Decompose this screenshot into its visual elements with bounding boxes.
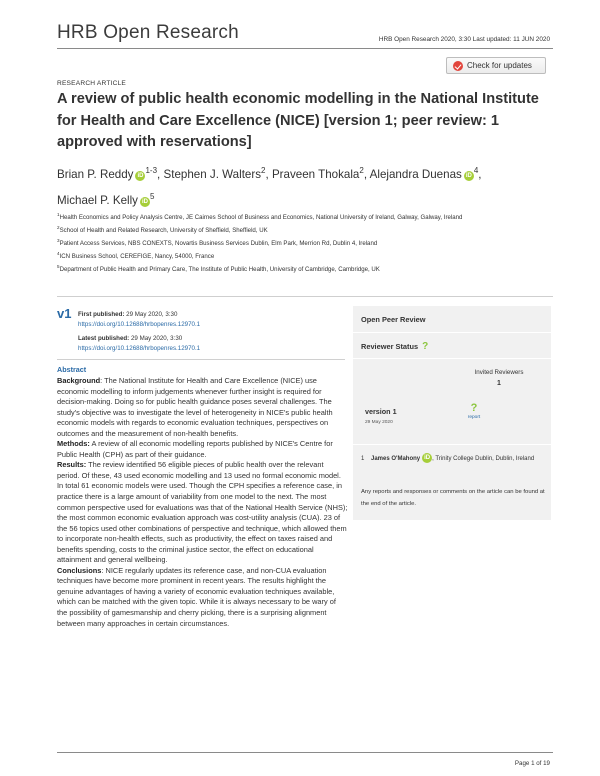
reviewer-number: 1 <box>361 456 365 462</box>
author-affiliation-sup: 2 <box>359 166 364 175</box>
author[interactable] <box>164 168 266 181</box>
first-published: First published: 29 May 2020, 3:30 <box>78 311 178 318</box>
author[interactable] <box>370 168 479 181</box>
author-affiliation-sup: 5 <box>149 191 155 201</box>
check-updates-icon <box>453 61 463 71</box>
comments-note: Any reports and responses or comments on the article can be found at the end of the article. <box>361 489 545 507</box>
author-name[interactable]: Brian P. Reddy <box>57 167 134 181</box>
header-divider <box>57 48 553 49</box>
version-badge: v1 <box>57 306 72 321</box>
first-published-doi-link[interactable]: https://doi.org/10.12688/hrbopenres.12970.1 <box>78 320 201 328</box>
page-number: Page 1 of 19 <box>514 760 550 767</box>
section-divider <box>57 296 553 297</box>
orcid-icon[interactable]: iD <box>465 172 472 179</box>
article-title: A review of public health economic modelling in the National Institute for Health and Care Excellence (NICE) [version 1; peer review: 1 approved with reservations] <box>57 91 539 150</box>
affiliation: $^4$ICN Business School, CEREFIGE, Nancy, 54000, France <box>57 251 215 261</box>
abstract-section: Conclusions: NICE regularly updates its reference case, and non-CUA evaluation techniques have become more prominent in recent years. The results highlight the genuine advantages of having a variety of economic evaluation techniques available, which can be matched with the given topic. While it is always necessary to be wary of the possibility of gamesmanship and cherry picking, there is a surprising alignment between many approaches in certain circumstances. <box>57 565 336 628</box>
affiliation: $^2$School of Health and Related Research, University of Sheffield, Sheffield, UK <box>57 225 268 235</box>
author-name[interactable]: Praveen Thokala <box>271 167 360 181</box>
orcid-icon[interactable]: iD <box>424 455 431 461</box>
abstract-heading: Abstract <box>57 365 87 374</box>
article-type: RESEARCH ARTICLE <box>57 80 127 87</box>
author-affiliation-sup: 2 <box>261 166 266 175</box>
author-name[interactable]: Michael P. Kelly <box>57 193 138 207</box>
latest-published-doi-link[interactable]: https://doi.org/10.12688/hrbopenres.12970.1 <box>78 344 201 352</box>
panel-divider <box>353 444 551 445</box>
author-affiliation-sup: 4 <box>473 166 479 175</box>
author[interactable] <box>57 168 157 181</box>
publication-dates <box>78 310 200 353</box>
author-name[interactable]: Alejandra Duenas <box>369 167 462 181</box>
abstract-section: Results: The review identified 56 eligible pieces of public health over the relevant period. Of these, 43 used economic modelling and 13 used no formal economic model. In total 61 economic models were used. Though the CPH specifies a reference case, in practice there is a large amount of variability from one model to the next. The most common perspective used for evaluations was that of the National Health Service (NHS); the most common economic evaluation approach was cost-utility analysis (CUA). 23 of the 56 topics used other combinations of perspective and technique, which allowed them to incorporate non-health effects, such as productivity, the effect on taxes raised and benefits spending, costs to the criminal justice sector, the effect on educational attainment and general wellbeing. <box>57 460 348 565</box>
author-list: Brian P. Reddy $iD^{1-3}$, Stephen J. Walters$^2$, Praveen Thokala$^2$, Alejandra Duenas $iD^4$, Michael P. Kelly $iD^5$ <box>57 166 482 207</box>
author[interactable] <box>272 168 364 181</box>
abstract-body <box>57 376 348 629</box>
panel-divider <box>353 332 551 333</box>
invited-reviewer-number: 1 <box>497 380 501 387</box>
reviewer-entry <box>361 453 547 465</box>
report-question-icon: ? <box>470 402 478 414</box>
status-question-icon: ? <box>422 341 429 352</box>
author[interactable] <box>57 191 155 207</box>
orcid-icon[interactable]: iD <box>141 198 148 205</box>
affiliation-list <box>57 210 527 275</box>
open-peer-review-panel <box>353 306 551 520</box>
panel-divider <box>353 358 551 359</box>
author-name[interactable]: Stephen J. Walters <box>163 167 262 181</box>
peer-review-title: Open Peer Review <box>361 315 426 324</box>
publication-info: HRB Open Research 2020, 3:30 Last updated: 11 JUN 2020 <box>378 36 550 43</box>
latest-published: Latest published: 29 May 2020, 3:30 <box>78 335 183 342</box>
review-report-status[interactable] <box>461 402 487 420</box>
abstract-section: Background: The National Institute for Health and Care Excellence (NICE) use economic modelling to inform judgements whenever further insight is required for decision-making. Doing so for public health guidance poses several challenges. The study's objective was to investigate the level of heterogeneity in NICE's public health economic models with regards to economic evaluation techniques, perspectives on outcomes and the measurement of non-health benefits. <box>57 376 333 438</box>
version-date: 29 May 2020 <box>365 420 393 425</box>
footer-divider <box>57 752 553 753</box>
affiliation: $^1$Health Economics and Policy Analysis Centre, JE Cairnes School of Business and Economics, National University of Ireland, Galway, Galway, Ireland <box>57 212 463 222</box>
author-affiliation-sup: 1-3 <box>145 166 158 175</box>
invited-reviewers: Invited Reviewers 1 <box>449 367 549 389</box>
report-link[interactable]: report <box>467 415 481 420</box>
check-updates-label: Check for updates <box>467 61 532 70</box>
affiliation: $^3$Patient Access Services, NBS CONEXTS, Novartis Business Services Dublin, Elm Park, Merrion Rd, Dublin 4, Ireland <box>57 238 378 248</box>
journal-brand[interactable]: HRB Open Research <box>57 22 239 43</box>
check-for-updates-button[interactable] <box>446 57 546 74</box>
affiliation: $^5$Department of Public Health and Primary Care, The Institute of Public Health, University of Cambridge, Cambridge, UK <box>57 264 380 274</box>
version-label: version 1 <box>365 407 397 416</box>
orcid-icon[interactable]: iD <box>137 172 144 179</box>
reviewer-name[interactable]: James O'Mahony <box>371 456 421 462</box>
reviewer-affiliation: , Trinity College Dublin, Dublin, Ireland <box>432 456 535 462</box>
abstract-divider <box>57 359 345 360</box>
reviewer-status: Reviewer Status ? <box>361 341 429 352</box>
abstract-section: Methods: A review of all economic modelling reports published by NICE's Centre for Public Health (CPH) as part of their guidance. <box>57 439 333 459</box>
